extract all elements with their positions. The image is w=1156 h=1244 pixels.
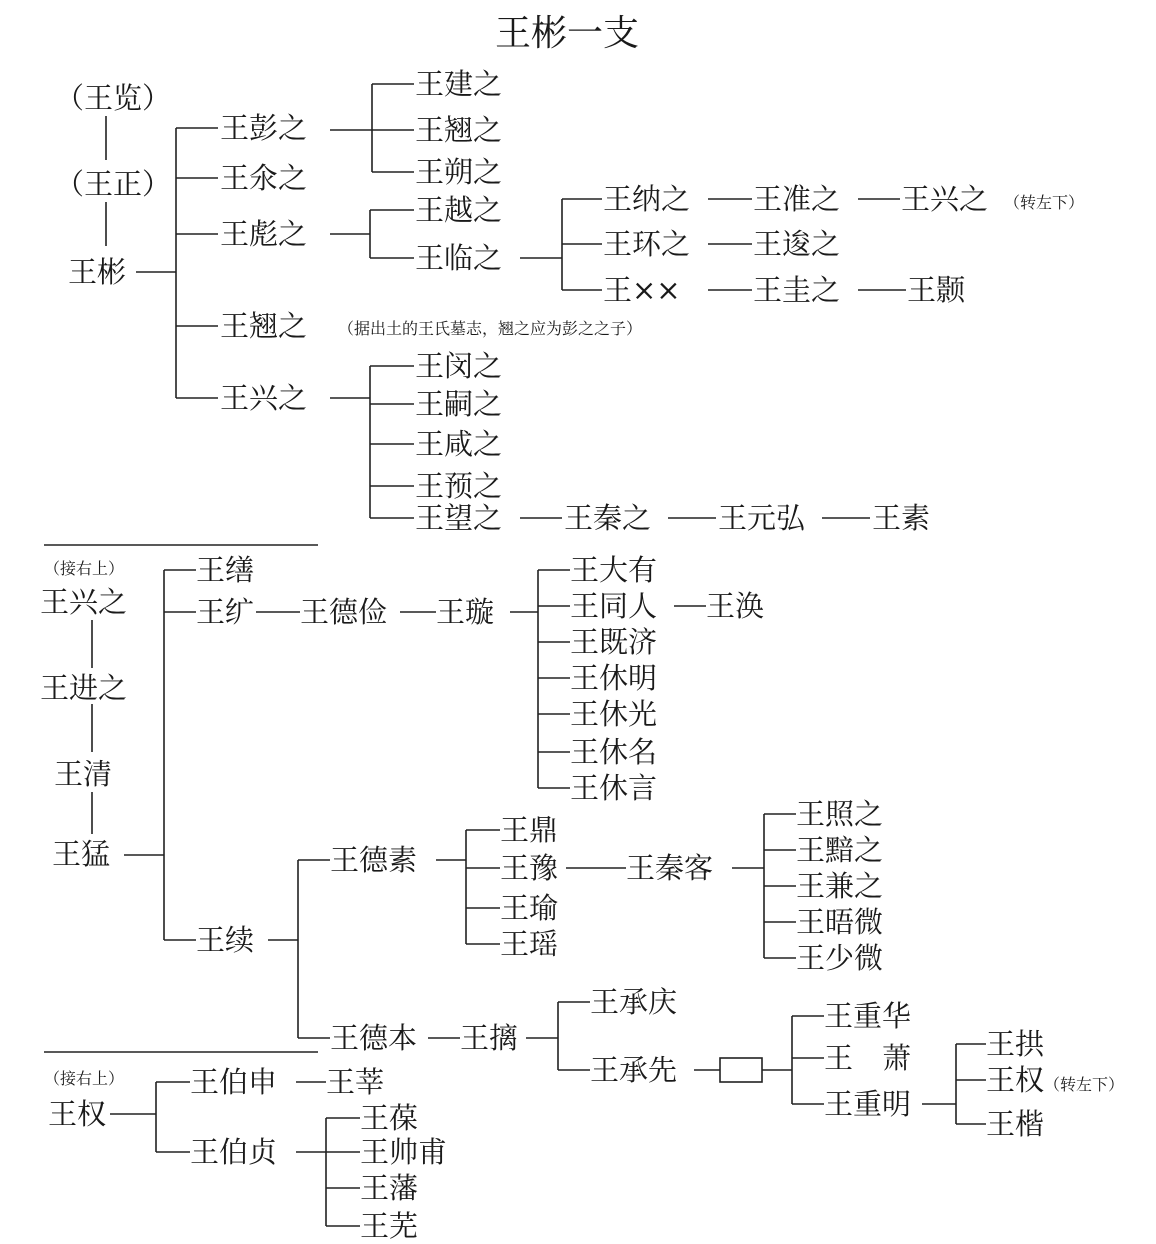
wang-kuang: 王纩 (196, 595, 255, 629)
wang-cheng-qing: 王承庆 (590, 985, 678, 1019)
chain-wang-qing: 王清 (54, 757, 113, 791)
ancestor-wang-zheng: （王正） (55, 167, 172, 201)
wang-xiu-guang: 王休光 (570, 697, 658, 731)
wang-bao: 王葆 (360, 1101, 419, 1135)
son-wang-qiao-zhi: 王翘之 (220, 309, 308, 343)
wang-hao: 王颢 (907, 273, 966, 307)
wang-yu-b: 王瑜 (500, 891, 559, 925)
wang-xuan: 王璇 (436, 595, 495, 629)
wang-chi: 王摛 (460, 1021, 519, 1055)
wang-an-zhi: 王黯之 (796, 833, 884, 867)
wang-shao-wei: 王少微 (796, 941, 884, 975)
part2-names (40, 553, 1124, 1141)
wang-wu-wei: 王晤微 (796, 905, 884, 939)
wang-tong-ren: 王同人 (570, 589, 658, 623)
wang-fan: 王藩 (360, 1171, 419, 1205)
wang-de-jian: 王德俭 (300, 595, 388, 629)
wang-yao: 王瑶 (500, 927, 559, 961)
chain-wang-jin-zhi: 王进之 (40, 671, 128, 705)
wang-qun-zhi: 王逡之 (753, 227, 841, 261)
son-wang-tun-zhi: 王氽之 (220, 161, 308, 195)
wang-qin-zhi: 王秦之 (564, 501, 652, 535)
wang-wu: 王芜 (360, 1209, 419, 1243)
wang-shuai-fu: 王帅甫 (360, 1135, 448, 1169)
wang-da-you: 王大有 (570, 553, 658, 587)
grandson-wang-jian-zhi: 王建之 (415, 67, 503, 101)
grandson-wang-qiao-zhi: 王翘之 (415, 113, 503, 147)
wang-shan: 王缮 (196, 553, 255, 587)
grandson-wang-si-zhi: 王嗣之 (415, 387, 503, 421)
grandson-wang-yu-zhi: 王预之 (415, 469, 503, 503)
son-wang-peng-zhi: 王彭之 (220, 111, 308, 145)
wang-ji-ji: 王既济 (570, 625, 658, 659)
wang-xing-zhi-b: 王兴之 (901, 182, 989, 216)
wang-zhao-zhi: 王照之 (796, 797, 884, 831)
wang-ding: 王鼎 (500, 813, 559, 847)
wang-gong: 王拱 (986, 1027, 1045, 1061)
wang-xu: 王续 (196, 923, 255, 957)
wang-xx: 王×× (603, 273, 681, 307)
wang-xiu-ming: 王休明 (570, 661, 658, 695)
chain-wang-meng: 王猛 (52, 837, 111, 871)
wang-xiu-ming-b: 王休名 (570, 735, 658, 769)
wang-chong-ming: 王重明 (824, 1087, 912, 1121)
root-wang-quan: 王权 (48, 1097, 107, 1131)
chart-title: 王彬一支 (494, 13, 640, 54)
part3-names (44, 1065, 447, 1243)
wang-bo-zhen: 王伯贞 (190, 1135, 278, 1169)
wang-su: 王素 (872, 501, 931, 535)
from-upper-right-note-2: （接右上） (44, 1069, 125, 1088)
wang-cheng-xian: 王承先 (590, 1053, 678, 1087)
part1-names (55, 67, 1084, 535)
wang-quan: 王权 (986, 1063, 1045, 1097)
unknown-name-box (720, 1058, 762, 1082)
wang-kai: 王楷 (986, 1107, 1045, 1141)
xing-zhi-transfer-note: （转左下） (1004, 193, 1085, 212)
grandson-wang-shuo-zhi: 王朔之 (415, 155, 503, 189)
wang-huan: 王涣 (706, 589, 765, 623)
wang-de-su: 王德素 (330, 843, 418, 877)
son-wang-biao-zhi: 王彪之 (220, 217, 308, 251)
wang-de-ben: 王德本 (330, 1021, 418, 1055)
root-wang-bin: 王彬 (68, 255, 127, 289)
wang-jian-zhi: 王兼之 (796, 869, 884, 903)
qiao-zhi-note: （据出土的王氏墓志，翘之应为彭之之子） (338, 319, 643, 338)
wang-huan-zhi: 王环之 (603, 227, 691, 261)
grandson-wang-yue-zhi: 王越之 (415, 193, 503, 227)
wang-zhun-zhi: 王准之 (753, 182, 841, 216)
grandson-wang-lin-zhi: 王临之 (415, 241, 503, 275)
wang-xiu-yan: 王休言 (570, 771, 658, 805)
chain-wang-xing-zhi: 王兴之 (40, 585, 128, 619)
wang-chong-hua: 王重华 (824, 999, 912, 1033)
wang-na-zhi: 王纳之 (603, 182, 691, 216)
wang-xiao: 王 萧 (824, 1041, 912, 1075)
from-upper-right-note-1: （接右上） (44, 559, 125, 578)
wang-qin-ke: 王秦客 (626, 851, 714, 885)
grandson-wang-min-zhi: 王闵之 (415, 349, 503, 383)
wang-yu: 王豫 (500, 851, 559, 885)
wang-gui-zhi: 王圭之 (753, 273, 841, 307)
ancestor-wang-lan: （王览） (55, 81, 172, 115)
grandson-wang-wang-zhi: 王望之 (415, 501, 503, 535)
wang-yuan-hong: 王元弘 (718, 501, 806, 535)
wang-bo-shen: 王伯申 (190, 1065, 278, 1099)
quan-transfer-note: （转左下） (1044, 1075, 1125, 1094)
grandson-wang-xian-zhi: 王咸之 (415, 427, 503, 461)
son-wang-xing-zhi: 王兴之 (220, 381, 308, 415)
wang-shen: 王莘 (326, 1065, 385, 1099)
